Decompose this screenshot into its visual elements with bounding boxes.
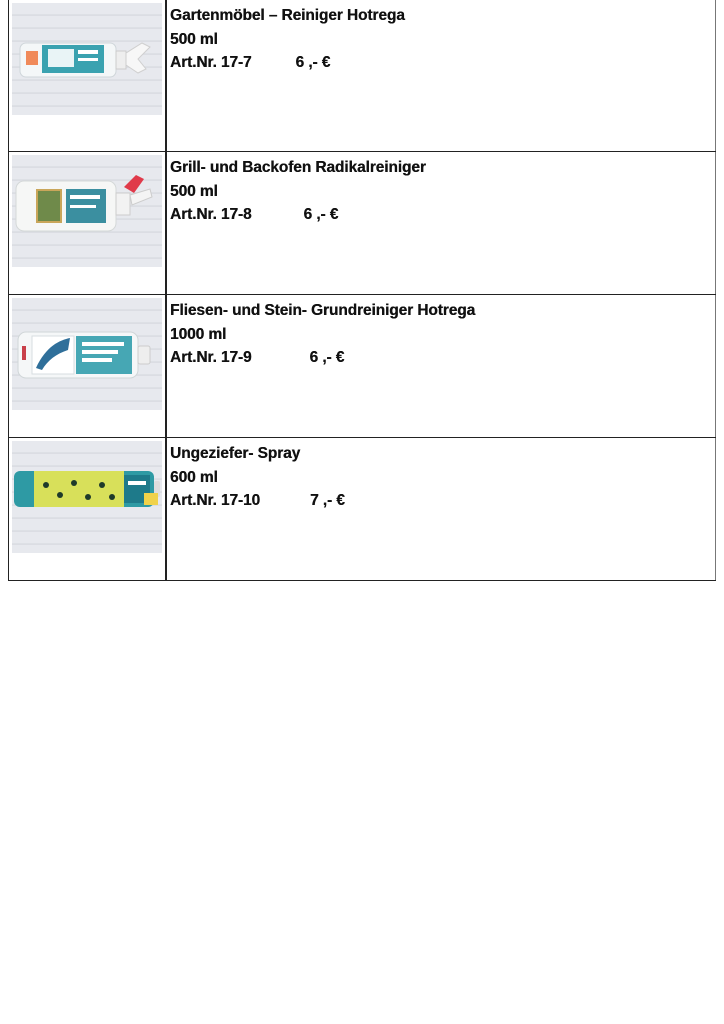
product-info-cell [166,0,716,152]
product-name: Fliesen- und Stein- Grundreiniger Hotrega [170,302,476,319]
product-article-line [170,346,715,370]
product-article-number: Art.Nr. 17-9 [170,349,252,366]
product-row [9,0,716,152]
spray-can-image [12,441,162,553]
product-name: Ungeziefer- Spray [170,445,301,462]
product-price: 6 ,- € [295,54,331,71]
product-info-cell [166,152,716,295]
bottle-image [12,298,162,410]
spray-bottle-image [12,3,162,115]
product-name: Gartenmöbel – Reiniger Hotrega [170,7,405,24]
product-volume: 500 ml [170,182,218,200]
spray-bottle-image [12,155,162,267]
product-volume: 1000 ml [170,325,227,343]
product-row [9,295,716,438]
product-article-number: Art.Nr. 17-8 [170,206,252,223]
product-image-cell [9,438,167,581]
product-name: Grill- und Backofen Radikalreiniger [170,159,426,176]
product-row [9,438,716,581]
product-article-number: Art.Nr. 17-10 [170,492,261,509]
product-article-line [170,203,715,227]
product-info-cell [166,438,716,581]
product-article-line [170,51,715,75]
product-price: 7 ,- € [310,492,345,509]
product-row [9,152,716,295]
product-article-line [170,489,715,513]
product-info-cell [166,295,716,438]
product-price: 6 ,- € [309,349,345,366]
product-price: 6 ,- € [303,206,339,223]
product-volume: 600 ml [170,468,218,486]
product-article-number: Art.Nr. 17-7 [170,54,252,71]
product-image-cell [9,295,167,438]
product-image-cell [9,152,167,295]
product-image-cell [9,0,167,152]
product-table [8,0,716,581]
product-volume: 500 ml [170,30,218,48]
